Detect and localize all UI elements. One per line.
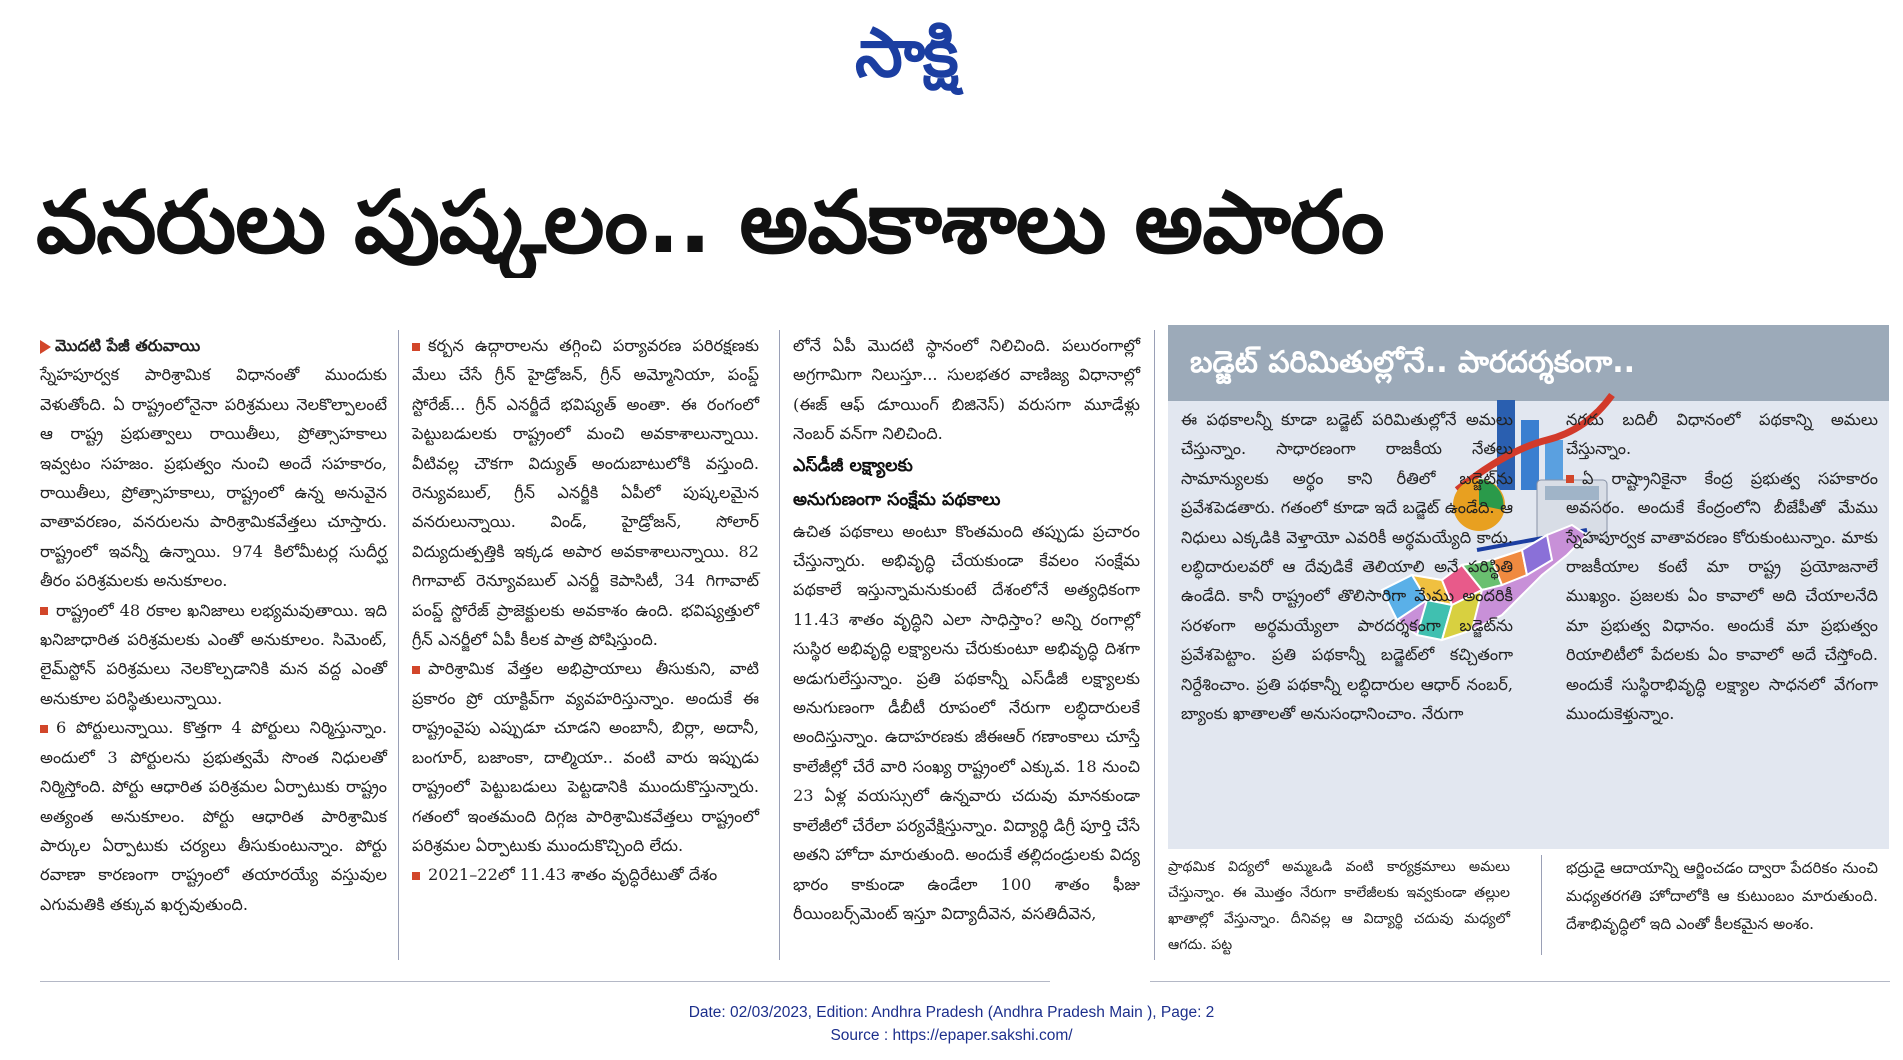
subheading: అనుగుణంగా సంక్షేమ పథకాలు [793, 489, 1001, 510]
column-divider [1154, 330, 1155, 960]
article-column-2 [412, 331, 759, 890]
continued-marker: మొదటి పేజీ తరువాయి [40, 331, 387, 360]
below-box-column-left [1168, 855, 1510, 959]
arrow-right-icon [40, 340, 51, 354]
bottom-rule [40, 981, 1050, 982]
boxed-column-left [1181, 405, 1513, 728]
below-box-column-right [1566, 855, 1878, 939]
boxed-article-title: బడ్జెట్ పరిమితుల్లోనే.. పారదర్శకంగా.. [1190, 345, 1636, 380]
paragraph: స్నేహపూర్వక పారిశ్రామిక విధానంతో ముందుకు వెళుతోంది. ఏ రాష్ట్రంలోనైనా పరిశ్రమలు నెలకొల్పాలంటే ఆ రాష్ట్ర ప్రభుత్వాలు రాయితీలు, ప్రోత్సాహకాలు ఇవ్వటం సహజం. ప్రభుత్వం నుంచి అందే సహకారం, రాయితీలు, ప్రోత్సాహకాలు, రాష్ట్రంలో ఉన్న అనువైన వాతావరణం, వనరులను పారిశ్రామికవేత్తలు చూస్తారు. రాష్ట్రంలో ఇవన్నీ ఉన్నాయి. 974 కిలోమీటర్ల సుదీర్ఘ తీరం పరిశ్రమలకు అనుకూలం. [40, 365, 387, 591]
sakshi-logo: సాక్షి [855, 14, 957, 93]
paragraph: భద్రుడై ఆదాయాన్ని ఆర్జించడం ద్వారా పేదరికం నుంచి మధ్యతరగతి హోదాలోకి ఆ కుటుంబం మారుతుంది. దేశాభివృద్ధిలో ఇది ఎంతో కీలకమైన అంశం. [1566, 859, 1878, 933]
bullet-icon [412, 343, 420, 351]
subheading: ఎస్‌డీజీ లక్ష్యాలకు [793, 455, 913, 476]
column-divider [1541, 855, 1542, 955]
bullet-icon [40, 725, 48, 733]
paragraph: లోనే ఏపీ మొదటి స్థానంలో నిలిచింది. పలురంగాల్లో అగ్రగామిగా నిలుస్తూ... సులభతర వాణిజ్య విధానాల్లో (ఈజ్ ఆఫ్ డూయింగ్ బిజినెస్) వరుసగా మూడేళ్లు నెంబర్ వన్‌గా నిలిచింది. [793, 336, 1140, 444]
bullet-paragraph: పారిశ్రామిక వేత్తల అభిప్రాయాలు తీసుకుని, వాటి ప్రకారం ప్రో యాక్టివ్‌గా వ్యవహరిస్తున్నాం. అందుకే ఈ రాష్ట్రంవైపు ఎప్పుడూ చూడని అంబానీ, బిర్లా, అదానీ, బంగూర్, బజాంకా, దాల్మియా.. వంటి వారు ఇప్పుడు రాష్ట్రంలో పెట్టుబడులు పెట్టడానికి ముందుకొస్తున్నారు. గతంలో ఇంతమంది దిగ్గజ పారిశ్రామికవేత్తలు రాష్ట్రంలో పరిశ్రమల ఏర్పాటుకు ముందుకొచ్చింది లేదు. [412, 659, 759, 855]
bullet-paragraph: రాష్ట్రంలో 48 రకాల ఖనిజాలు లభ్యమవుతాయి. ఇది ఖనిజాధారిత పరిశ్రమలకు ఎంతో అనుకూలం. సిమెంట్, లైమ్‌స్టోన్ పరిశ్రమలు నెలకొల్పడానికి మన వద్ద ఎంతో అనుకూల పరిస్థితులున్నాయి. [40, 600, 387, 708]
bullet-icon [412, 872, 420, 880]
bullet-icon [412, 666, 420, 674]
paragraph: నగదు బదిలీ విధానంలో పథకాన్ని అమలు చేస్తున్నాం. [1566, 410, 1878, 459]
chart-bar [1521, 420, 1539, 490]
column-divider [779, 330, 780, 960]
headline: వనరులు పుష్కలం.. అవకాశాలు అపారం [36, 173, 1384, 273]
paragraph: ప్రాథమిక విద్యలో అమ్మఒడి వంటి కార్యక్రమాలు అమలు చేస్తున్నాం. ఈ మొత్తం నేరుగా కాలేజీలకు ఇవ్వకుండా తల్లుల ఖాతాల్లో వేస్తున్నాం. దీనివల్ల ఆ విద్యార్థి చదువు మధ్యలో ఆగదు. పట్ట [1168, 859, 1510, 953]
boxed-column-right [1566, 405, 1878, 728]
footer-source: Source : https://epaper.sakshi.com/ [830, 1027, 1073, 1044]
article-column-1 [40, 331, 387, 919]
paragraph: ఉచిత పథకాలు అంటూ కొంతమంది తప్పుడు ప్రచారం చేస్తున్నారు. అభివృద్ధి చేయకుండా కేవలం సంక్షేమ పథకాలే ఇస్తున్నామనుకుంటే దేశంలోనే అత్యధికంగా 11.43 శాతం వృద్ధిని ఎలా సాధిస్తాం? అన్ని రంగాల్లో సుస్థిర అభివృద్ధి లక్ష్యాలను చేరుకుంటూ అభివృద్ధి దిశగా అడుగులేస్తున్నాం. ప్రతి పథకాన్నీ ఎస్‌డీజీ లక్ష్యాలకు అనుగుణంగా డీబీటీ రూపంలో నేరుగా లబ్ధిదారులకే అందిస్తున్నాం. ఉదాహరణకు జీఈఆర్ గణాంకాలు చూస్తే కాలేజీల్లో చేరే వారి సంఖ్య రాష్ట్రంలో ఎక్కువ. 18 నుంచి 23 ఏళ్ల వయస్సులో ఉన్నవారు చదువు మానకుండా కాలేజీలో చేరేలా పర్యవేక్షిస్తున్నాం. విద్యార్థి డిగ్రీ పూర్తి చేసే అతని హోదా మారుతుంది. అందుకే తల్లిదండ్రులకు విద్య భారం కాకుండా ఉండేలా 100 శాతం ఫీజు రీయింబర్స్‌మెంట్ ఇస్తూ విద్యాదీవెన, వసతిదీవెన, [793, 521, 1140, 923]
bullet-paragraph: 2021–22లో 11.43 శాతం వృద్ధిరేటుతో దేశం [412, 860, 759, 889]
bullet-paragraph: 6 పోర్టులున్నాయి. కొత్తగా 4 పోర్టులు నిర్మిస్తున్నాం. అందులో 3 పోర్టులను ప్రభుత్వమే సొంత నిధులతో నిర్మిస్తోంది. పోర్టు ఆధారిత పరిశ్రమల ఏర్పాటుకు రాష్ట్రం అత్యంత అనుకూలం. పోర్టు ఆధారిత పారిశ్రామిక పార్కుల ఏర్పాటుకు చర్యలు తీసుకుంటున్నాం. పోర్టు రవాణా కారణంగా రాష్ట్రంలో తయారయ్యే వస్తువుల ఎగుమతికి తక్కువ ఖర్చవుతుంది. [40, 718, 387, 914]
paragraph: ఈ పథకాలన్నీ కూడా బడ్జెట్ పరిమితుల్లోనే అమలు చేస్తున్నాం. సాధారణంగా రాజకీయ నేతలు సామాన్యులకు అర్థం కాని రీతిలో బడ్జెట్‌ను ప్రవేశపెడతారు. గతంలో కూడా ఇదే బడ్జెట్ ఉండేది. ఆ నిధులు ఎక్కడికి వెళ్తాయో ఎవరికీ అర్థమయ్యేది కాదు. లబ్ధిదారులవరో ఆ దేవుడికే తెలియాలి అనే పరిస్థితి ఉండేది. కానీ రాష్ట్రంలో తొలిసారిగా మేము అందరికీ సరళంగా అర్థమయ్యేలా పారదర్శకంగా బడ్జెట్‌ను ప్రవేశపెట్టాం. ప్రతి పథకాన్నీ బడ్జెట్‌లో కచ్చితంగా నిర్దేశించాం. ప్రతి పథకాన్నీ లబ్ధిదారుల ఆధార్ నంబర్, బ్యాంకు ఖాతాలతో అనుసంధానించాం. నేరుగా [1181, 410, 1513, 724]
column-divider [398, 330, 399, 960]
bullet-icon [40, 607, 48, 615]
bottom-rule [1150, 981, 1890, 982]
bullet-paragraph: కర్బన ఉద్గారాలను తగ్గించి పర్యావరణ పరిరక్షణకు మేలు చేసే గ్రీన్ హైడ్రోజన్, గ్రీన్ అమ్మోనియా, పంప్డ్ స్టోరేజ్... గ్రీన్ ఎనర్జీదే భవిష్యత్ అంతా. ఈ రంగంలో పెట్టుబడులకు రాష్ట్రంలో మంచి అవకాశాలున్నాయి. వీటివల్ల చౌకగా విద్యుత్ అందుబాటులోకి వస్తుంది. రెన్యువబుల్, గ్రీన్ ఎనర్జీకి ఏపీలో పుష్కలమైన వనరులున్నాయి. విండ్, హైడ్రోజన్, సోలార్ విద్యుదుత్పత్తికి ఇక్కడ అపార అవకాశాలున్నాయి. 82 గిగావాట్ రెన్యూవబుల్ ఎనర్జీ కెపాసిటీ, 34 గిగావాట్ పంప్డ్ స్టోరేజ్ ప్రాజెక్టులకు అవకాశం ఉంది. భవిష్యత్తులో గ్రీన్ ఎనర్జీలో ఏపీ కీలక పాత్ర పోషిస్తుంది. [412, 336, 759, 650]
bullet-paragraph: ఏ రాష్ట్రానికైనా కేంద్ర ప్రభుత్వ సహకారం అవసరం. అందుకే కేంద్రంలోని బీజేపీతో మేము స్నేహపూర్వక వాతావరణం కోరుకుంటున్నాం. మాకు రాజకీయాల కంటే మా రాష్ట్ర ప్రయోజనాలే ముఖ్యం. ప్రజలకు ఏం కావాలో అది చేయాలనేది మా ప్రభుత్వ విధానం. అందుకే మా ప్రభుత్వం రియాలిటీలో పేదలకు ఏం కావాలో అదే చేస్తోంది. అందుకే సుస్థిరాభివృద్ధి లక్ష్యాల సాధనలో వేగంగా ముందుకెళ్తున్నాం. [1566, 468, 1878, 724]
article-column-3 [793, 331, 1140, 928]
footer-date-edition: Date: 02/03/2023, Edition: Andhra Pradesh (Andhra Pradesh Main ), Page: 2 [688, 1004, 1215, 1021]
bullet-icon [1566, 475, 1574, 483]
masthead [0, 4, 1903, 104]
